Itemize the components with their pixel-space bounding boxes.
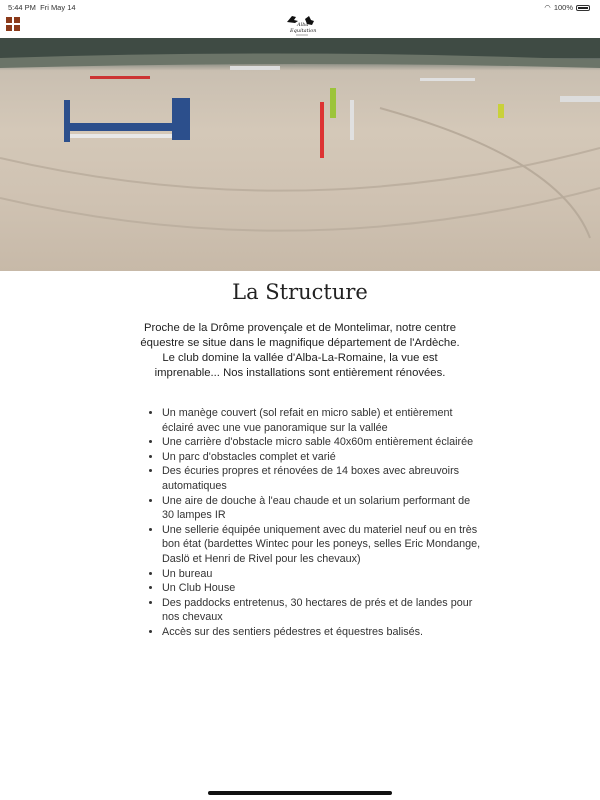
list-item: • Des écuries propres et rénovées de 14 boxes avec abreuvoirs automatiques	[162, 464, 482, 493]
grid-menu-icon[interactable]	[6, 17, 20, 31]
list-item: • Un parc d'obstacles complet et varié	[162, 450, 482, 465]
status-time: 5:44 PM Fri May 14	[8, 3, 76, 12]
list-item: • Accès sur des sentiers pédestres et équestres balisés.	[162, 625, 482, 640]
list-item: • Des paddocks entretenus, 30 hectares de prés et de landes pour nos chevaux	[162, 596, 482, 625]
battery-icon	[576, 5, 590, 11]
status-right	[544, 3, 590, 12]
facilities-list	[146, 406, 482, 640]
list-item: • Une carrière d'obstacle micro sable 40x60m entièrement éclairée	[162, 435, 482, 450]
list-item: • Une sellerie équipée uniquement avec du materiel neuf ou en très bon état (bardettes Wintec pour les poneys, selles Eric Mondange, Daslö et Henri de Rivel pour les chevaux)	[162, 523, 482, 567]
arena-photo	[0, 38, 600, 271]
status-bar	[0, 0, 600, 14]
alba-equitation-logo[interactable]	[283, 13, 317, 37]
battery-percent: 100%	[553, 3, 573, 12]
hero-image	[0, 38, 600, 271]
svg-text:Equitation: Equitation	[290, 28, 317, 34]
list-item: • Un Club House	[162, 581, 482, 596]
wifi-icon: ◠	[544, 3, 551, 12]
svg-text:Alba: Alba	[297, 22, 309, 28]
list-item: • Un manège couvert (sol refait en micro sable) et entièrement éclairé avec une vue panoramique sur la vallée	[162, 406, 482, 435]
list-item: • Une aire de douche à l'eau chaude et un solarium performant de 30 lampes IR	[162, 494, 482, 523]
page-title: La Structure	[232, 280, 368, 304]
home-indicator[interactable]	[208, 791, 392, 795]
intro-paragraph: Proche de la Drôme provençale et de Montelimar, notre centre équestre se situe dans le magnifique département de l'Ardèche. Le club domine la vallée d'Alba-La-Romaine, la vue est imprenable... Nos installations sont entièrement rénovées.	[140, 322, 460, 379]
list-item: • Un bureau	[162, 567, 482, 582]
